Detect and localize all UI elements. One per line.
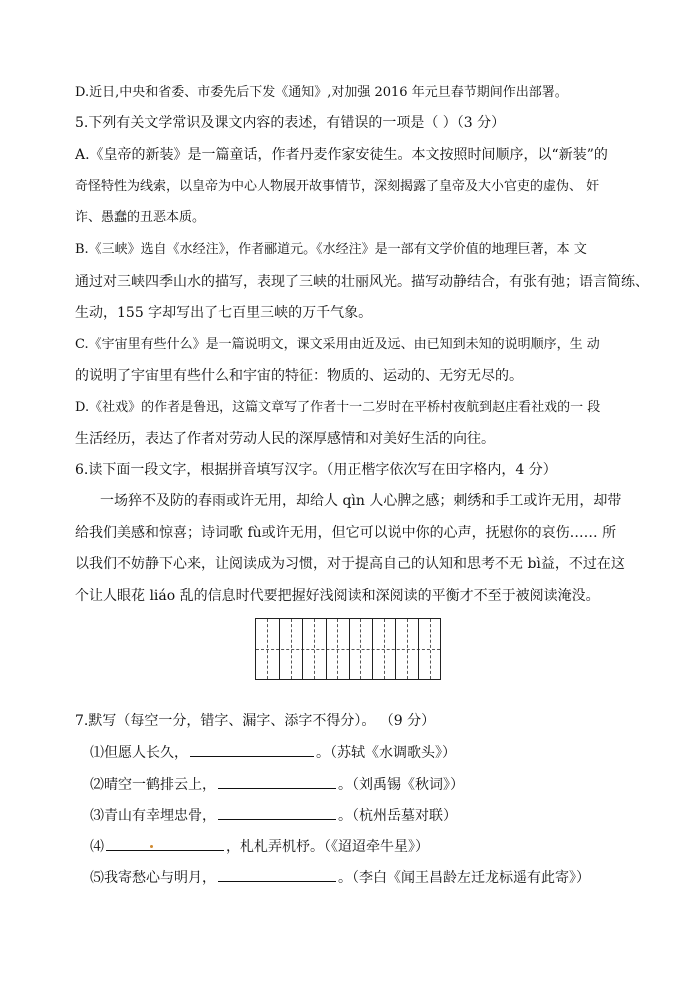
recite-prompt: ⑷ — [90, 839, 104, 855]
option-a-line-3: 诈、愚蠢的丑恶本质。 — [75, 210, 206, 225]
grid-cell-border — [302, 619, 303, 679]
recite-item-5 — [90, 867, 590, 888]
grid-midline — [256, 649, 440, 650]
option-a-line-1: A.《皇帝的新装》是一篇童话，作者丹麦作家安徒生。本文按照时间顺序，以“新装”的 — [75, 147, 608, 163]
recite-source: 。（李白《闻王昌龄左迁龙标遥有此寄》） — [338, 870, 590, 886]
grid-cell-divider — [360, 619, 361, 679]
answer-blank[interactable] — [190, 742, 314, 757]
option-c-line-2: 的说明了宇宙里有些什么和宇宙的特征：物质的、运动的、无穷无尽的。 — [75, 368, 523, 384]
answer-blank[interactable] — [106, 836, 224, 851]
option-a-line-2: 奇怪特性为线索，以皇帝为中心人物展开故事情节，深刻揭露了皇帝及大小官吏的虚伪、 奸 — [75, 179, 600, 194]
passage-line-1: 一场猝不及防的春雨或许无用，却给人 qìn 人心脾之感；刺绣和手工或许无用，却带 — [100, 493, 622, 509]
grid-cell-divider — [407, 619, 408, 679]
question-6-stem: 6.读下面一段文字，根据拼音填写汉字。（用正楷字依次写在田字格内，4 分） — [75, 462, 557, 478]
writing-grid[interactable] — [255, 618, 441, 680]
grid-cell-divider — [267, 619, 268, 679]
recite-source: 。（刘禹锡《秋词》） — [338, 777, 464, 793]
answer-blank[interactable] — [218, 805, 336, 820]
grid-cell-border — [349, 619, 350, 679]
line-d-option: D.近日,中央和省委、市委先后下发《通知》,对加强 2016 年元旦春节期间作出部署。 — [75, 85, 568, 100]
passage-line-2: 给我们美感和惊喜；诗词歌 fù或许无用，但它可以说中你的心声，抚慰你的哀伤…… 所 — [75, 525, 617, 541]
recite-item-2 — [90, 774, 464, 795]
grid-cell-border — [372, 619, 373, 679]
recite-prompt: ⑸我寄愁心与明月， — [90, 870, 216, 886]
grid-cell-divider — [337, 619, 338, 679]
recite-item-3 — [90, 805, 457, 826]
option-c-line-1: C.《宇宙里有些什么》是一篇说明文，课文采用由近及远、由已知到未知的说明顺序，生 动 — [75, 337, 600, 352]
option-b-line-3: 生动，155 字却写出了七百里三峡的万千气象。 — [75, 305, 373, 321]
option-d-line-1: D.《社戏》的作者是鲁迅，这篇文章写了作者十一二岁时在平桥村夜航到赵庄看社戏的一 段 — [75, 400, 601, 415]
ink-dot — [150, 845, 153, 848]
recite-item-1 — [90, 742, 456, 763]
recite-prompt: ⑶青山有幸埋忠骨， — [90, 808, 216, 824]
option-d-line-2: 生活经历，表达了作者对劳动人民的深厚感情和对美好生活的向往。 — [75, 431, 495, 447]
recite-source: ，札札弄机杼。（《迢迢牵牛星》） — [226, 839, 429, 855]
grid-cell-divider — [384, 619, 385, 679]
grid-cell-border — [326, 619, 327, 679]
question-5-stem: 5.下列有关文学常识及课文内容的表述，有错误的一项是（ ）（3 分） — [75, 115, 506, 131]
grid-cell-border — [395, 619, 396, 679]
recite-prompt: ⑴但愿人长久， — [90, 745, 188, 761]
recite-item-4 — [90, 836, 429, 857]
option-b-line-2: 通过对三峡四季山水的描写，表现了三峡的壮丽风光。描写动静结合，有张有弛；语言简练、 — [75, 274, 649, 290]
recite-source: 。（杭州岳墓对联） — [338, 808, 457, 824]
answer-blank[interactable] — [218, 867, 336, 882]
option-b-line-1: B.《三峡》选自《水经注》，作者郦道元。《水经注》是一部有文学价值的地理巨著，本 文 — [75, 242, 587, 257]
recite-prompt: ⑵晴空一鹤排云上， — [90, 777, 216, 793]
grid-cell-divider — [314, 619, 315, 679]
answer-blank[interactable] — [218, 774, 336, 789]
passage-line-4: 个让人眼花 liáo 乱的信息时代要把握好浅阅读和深阅读的平衡才不至于被阅读淹没。 — [75, 588, 600, 604]
grid-cell-divider — [430, 619, 431, 679]
recite-source: 。（苏轼《水调歌头》） — [316, 745, 456, 761]
grid-cell-border — [418, 619, 419, 679]
question-7-stem: 7.默写（每空一分，错字、漏字、添字不得分）。 （9 分） — [75, 713, 436, 729]
passage-line-3: 以我们不妨静下心来，让阅读成为习惯，对于提高自己的认知和思考不无 bì益，不过在这 — [75, 556, 625, 572]
grid-cell-divider — [291, 619, 292, 679]
grid-cell-border — [279, 619, 280, 679]
